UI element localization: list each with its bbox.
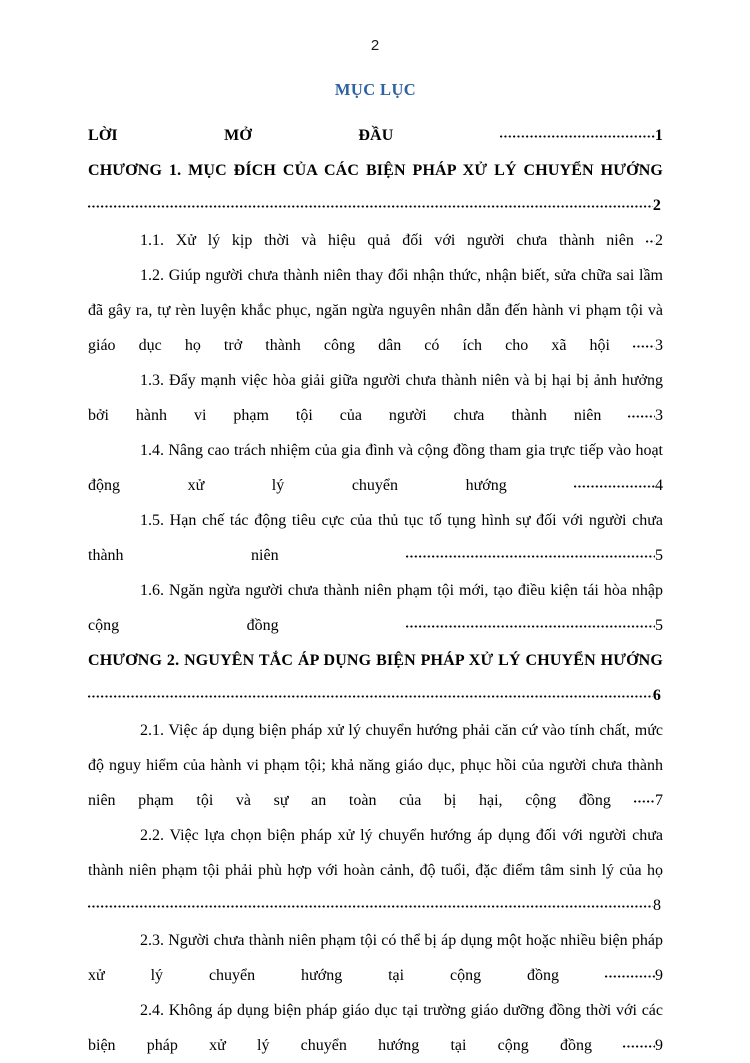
toc-entry[interactable] xyxy=(88,258,663,363)
toc-leader-group xyxy=(406,547,663,564)
table-of-contents xyxy=(88,80,663,1063)
toc-entry[interactable] xyxy=(88,923,663,993)
toc-entry[interactable] xyxy=(88,153,663,223)
dot-leader xyxy=(605,964,655,980)
dot-leader xyxy=(88,894,653,910)
toc-leader-group xyxy=(633,337,663,354)
toc-entry-label: 2.2. Việc lựa chọn biện pháp xử lý chuyển hướng áp dụng đối với người chưa thành niên phạm tội phải phù hợp với hoàn cảnh, độ tuổi, đặc điểm tâm sinh lý của họ xyxy=(88,826,663,879)
toc-entry-label: LỜI MỞ ĐẦU xyxy=(88,126,394,144)
toc-entry[interactable] xyxy=(88,713,663,818)
toc-entry-label: 2.4. Không áp dụng biện pháp giáo dục tại trường giáo dưỡng đồng thời với các biện pháp xử lý chuyển hướng tại cộng đồng xyxy=(88,1001,663,1054)
dot-leader xyxy=(623,1034,655,1050)
toc-leader-group xyxy=(88,687,661,704)
toc-page-number: 5 xyxy=(655,616,663,634)
toc-leader-group xyxy=(646,232,663,249)
toc-entry-label: CHƯƠNG 2. NGUYÊN TẮC ÁP DỤNG BIỆN PHÁP XỬ LÝ CHUYỂN HƯỚNG xyxy=(88,651,663,669)
toc-entry[interactable] xyxy=(88,573,663,643)
toc-page-number: 3 xyxy=(655,406,664,424)
toc-entry[interactable] xyxy=(88,503,663,573)
toc-page-number: 7 xyxy=(655,791,663,809)
dot-leader xyxy=(88,194,653,210)
toc-entry-label: CHƯƠNG 1. MỤC ĐÍCH CỦA CÁC BIỆN PHÁP XỬ LÝ CHUYỂN HƯỚNG xyxy=(88,161,663,179)
toc-entry[interactable] xyxy=(88,118,663,153)
toc-page-number: 6 xyxy=(652,686,661,704)
dot-leader xyxy=(574,474,655,490)
toc-entry-label: 1.3. Đẩy mạnh việc hòa giải giữa người chưa thành niên và bị hại bị ảnh hưởng bởi hành vi phạm tội của người chưa thành niên xyxy=(88,371,663,424)
toc-page-number: 8 xyxy=(653,896,661,914)
page-number: 2 xyxy=(370,37,380,54)
toc-entry[interactable] xyxy=(88,643,663,713)
toc-leader-group xyxy=(88,897,661,914)
dot-leader xyxy=(646,229,655,245)
toc-leader-group xyxy=(634,792,663,809)
toc-leader-group xyxy=(628,407,663,424)
toc-entry-label: 1.1. Xử lý kịp thời và hiệu quả đối với người chưa thành niên xyxy=(140,231,634,249)
dot-leader xyxy=(406,614,655,630)
toc-entry-label: 2.3. Người chưa thành niên phạm tội có thể bị áp dụng một hoặc nhiều biện pháp xử lý chuyển hướng tại cộng đồng xyxy=(88,931,663,984)
toc-entry[interactable] xyxy=(88,363,663,433)
toc-page-number: 2 xyxy=(652,196,661,214)
toc-page-number: 4 xyxy=(655,476,664,494)
toc-entry[interactable] xyxy=(88,433,663,503)
toc-entry-label: 2.1. Việc áp dụng biện pháp xử lý chuyển hướng phải căn cứ vào tính chất, mức độ nguy hiểm của hành vi phạm tội; khả năng giáo dục, phục hồi của người chưa thành niên phạm tội và sự an toàn của bị hại, cộng đồng xyxy=(88,721,663,809)
toc-leader-group xyxy=(500,127,663,144)
toc-page-number: 9 xyxy=(655,966,664,984)
dot-leader xyxy=(406,544,655,560)
toc-entry-label: 1.4. Nâng cao trách nhiệm của gia đình và cộng đồng tham gia trực tiếp vào hoạt động xử lý chuyển hướng xyxy=(88,441,663,494)
toc-leader-group xyxy=(574,477,663,494)
dot-leader xyxy=(634,789,655,805)
toc-entry-list xyxy=(88,118,663,1063)
dot-leader xyxy=(88,684,653,700)
dot-leader xyxy=(628,404,655,420)
toc-entry-label: 1.5. Hạn chế tác động tiêu cực của thủ tục tố tụng hình sự đối với người chưa thành niên xyxy=(88,511,663,564)
toc-entry[interactable] xyxy=(88,223,663,258)
toc-entry-label: 1.6. Ngăn ngừa người chưa thành niên phạm tội mới, tạo điều kiện tái hòa nhập cộng đồng xyxy=(88,581,663,634)
toc-leader-group xyxy=(623,1037,663,1054)
dot-leader xyxy=(633,334,655,350)
toc-leader-group xyxy=(605,967,663,984)
page-title: MỤC LỤC xyxy=(334,80,417,99)
dot-leader xyxy=(500,124,655,140)
toc-entry[interactable] xyxy=(88,818,663,923)
toc-entry[interactable] xyxy=(88,993,663,1063)
toc-entry-label: 1.2. Giúp người chưa thành niên thay đổi nhận thức, nhận biết, sửa chữa sai lầm đã gây ra, tự rèn luyện khắc phục, ngăn ngừa nguyên nhân dẫn đến hành vi phạm tội và giáo dục họ trở thành công dân có ích cho xã hội xyxy=(88,266,663,354)
toc-leader-group xyxy=(406,617,663,634)
toc-page-number: 5 xyxy=(655,546,664,564)
toc-page-number: 9 xyxy=(655,1036,663,1054)
toc-page-number: 2 xyxy=(655,231,663,249)
toc-page-number: 1 xyxy=(654,126,663,144)
toc-leader-group xyxy=(88,197,661,214)
toc-page-number: 3 xyxy=(655,336,664,354)
